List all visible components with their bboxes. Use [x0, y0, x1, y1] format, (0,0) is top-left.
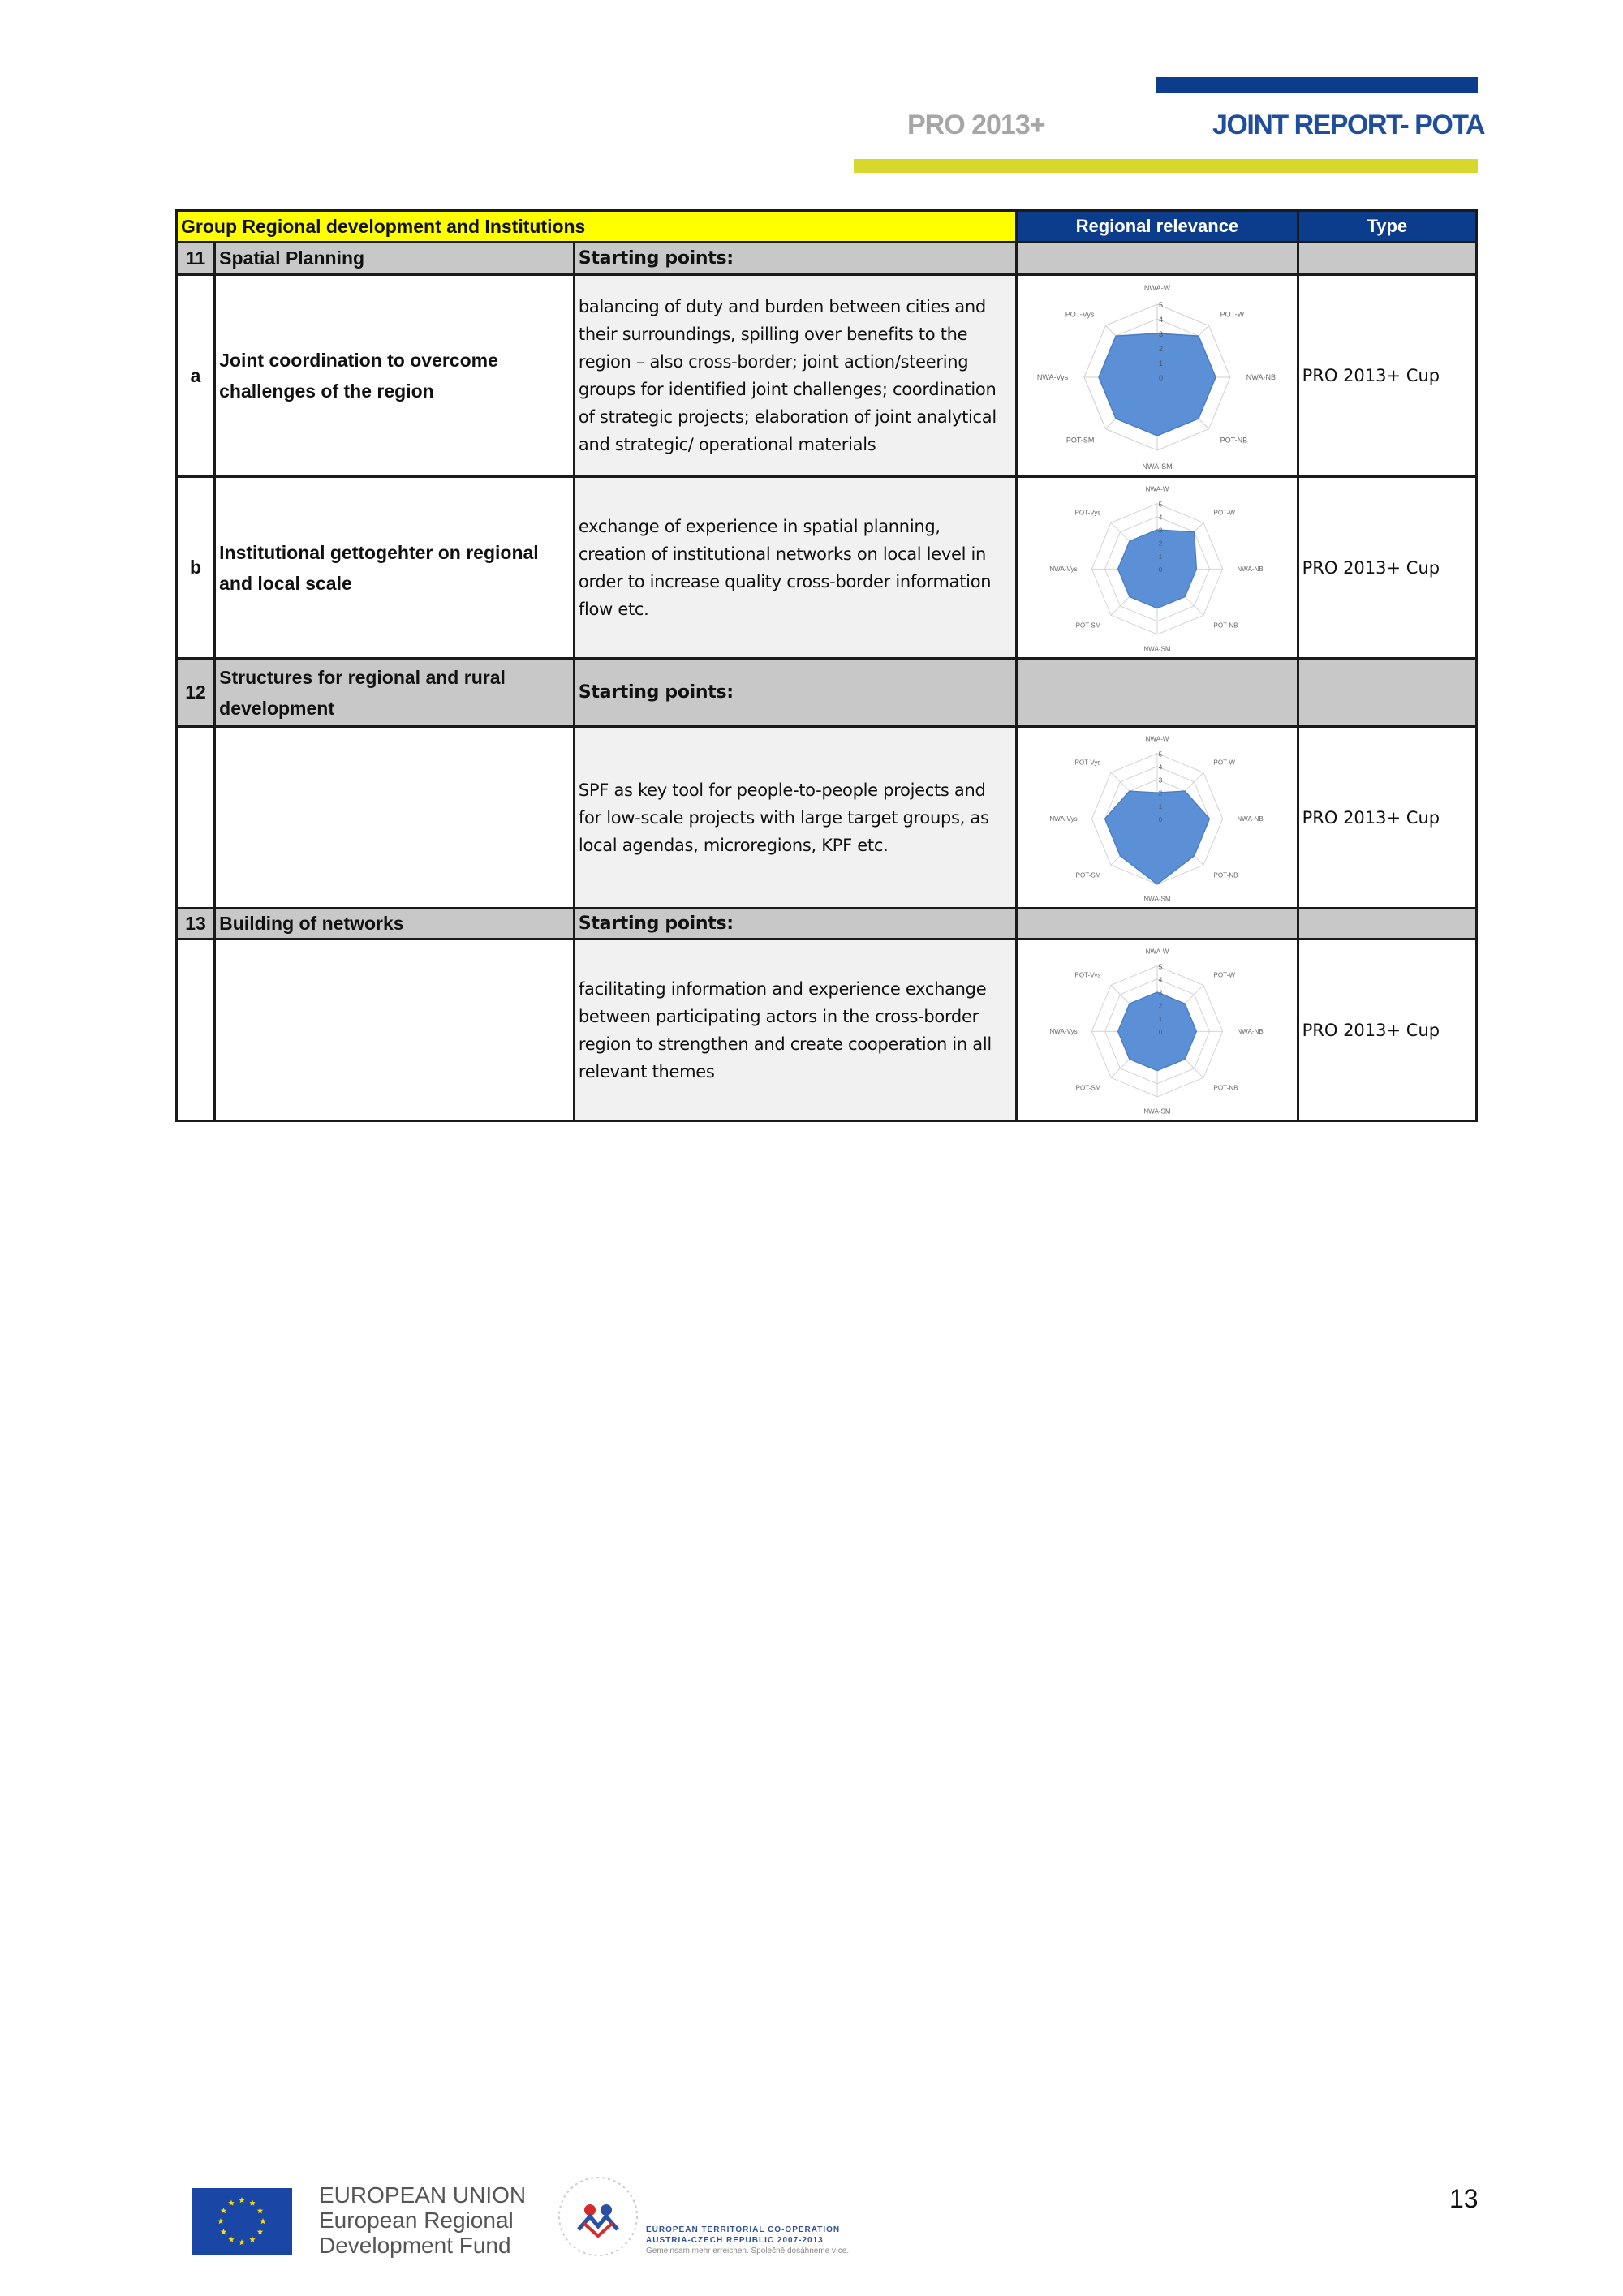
- table-row: [177, 477, 1477, 659]
- radar-scale-label: 0: [1158, 815, 1163, 823]
- radar-scale-label: 3: [1158, 527, 1163, 535]
- radar-chart: [1023, 730, 1291, 905]
- radar-axis-label: POT-Vys: [1065, 310, 1095, 319]
- radar-axis-label: POT-Vys: [1074, 759, 1101, 767]
- row-type: PRO 2013+ Cup: [1298, 939, 1476, 1121]
- eu-star-icon: [221, 2229, 227, 2234]
- radar-data-area: [1104, 791, 1209, 884]
- row-type: PRO 2013+ Cup: [1298, 477, 1476, 659]
- row-name: [215, 727, 575, 909]
- radar-chart: [1023, 278, 1291, 473]
- table-header-row: [177, 211, 1477, 243]
- radar-scale-label: 5: [1158, 501, 1163, 509]
- type-empty-cell: [1298, 659, 1476, 727]
- radar-scale-label: 4: [1158, 514, 1163, 522]
- eu-stars-icon: [192, 2188, 292, 2255]
- radar-axis-label: POT-NB: [1220, 436, 1248, 445]
- relevance-empty-cell: [1017, 243, 1298, 275]
- eu-flag-logo: [192, 2188, 292, 2255]
- radar-scale-label: 3: [1158, 330, 1163, 338]
- radar-axis-label: POT-W: [1213, 759, 1235, 767]
- eu-star-icon: [249, 2237, 256, 2242]
- section-number: 13: [177, 909, 215, 939]
- row-letter: a: [177, 275, 215, 477]
- radar-scale-label: 2: [1158, 789, 1163, 798]
- radar-data-area: [1118, 989, 1197, 1071]
- row-letter: b: [177, 477, 215, 659]
- eu-star-icon: [239, 2239, 245, 2245]
- radar-axis-label: NWA-NB: [1237, 565, 1264, 573]
- radar-chart: [1023, 943, 1291, 1117]
- radar-axis-label: NWA-W: [1145, 485, 1169, 493]
- eu-line-1: EUROPEAN UNION: [319, 2182, 527, 2208]
- section-row-12: [177, 659, 1477, 727]
- radar-scale-label: 5: [1158, 963, 1163, 971]
- row-type: PRO 2013+ Cup: [1298, 727, 1476, 909]
- radar-axis-label: NWA-SM: [1142, 462, 1173, 471]
- cooperation-text: [646, 2225, 849, 2256]
- radar-axis-label: POT-SM: [1075, 871, 1101, 879]
- eu-star-icon: [249, 2199, 256, 2205]
- row-description: SPF as key tool for people-to-people projects and for low-scale projects with large target groups, as local agendas, microregions, KPF etc.: [574, 727, 1016, 909]
- radar-scale-label: 3: [1158, 989, 1163, 997]
- coop-line-2: AUSTRIA-CZECH REPUBLIC 2007-2013: [646, 2236, 824, 2245]
- radar-data-area: [1099, 333, 1216, 436]
- radar-scale-label: 5: [1158, 301, 1163, 309]
- row-name: [215, 939, 575, 1121]
- radar-axis-label: POT-NB: [1213, 1084, 1238, 1092]
- section-number: 12: [177, 659, 215, 727]
- eu-text-block: [319, 2182, 526, 2258]
- section-title: Spatial Planning: [215, 243, 575, 275]
- radar-chart-cell: [1017, 275, 1298, 477]
- radar-axis-label: POT-NB: [1213, 871, 1238, 879]
- table-row: [177, 939, 1477, 1121]
- section-row-11: [177, 243, 1477, 275]
- radar-axis-label: NWA-NB: [1246, 373, 1276, 381]
- starting-points-label: Starting points:: [574, 243, 1016, 275]
- eu-star-icon: [260, 2218, 266, 2224]
- radar-scale-label: 4: [1158, 316, 1163, 324]
- radar-axis-label: NWA-W: [1145, 735, 1169, 743]
- radar-chart: [1023, 480, 1291, 655]
- radar-axis-label: POT-Vys: [1074, 509, 1101, 517]
- radar-axis-label: POT-W: [1220, 310, 1245, 319]
- row-type: PRO 2013+ Cup: [1298, 275, 1476, 477]
- radar-chart-cell: [1017, 477, 1298, 659]
- radar-axis-label: NWA-NB: [1237, 1027, 1264, 1035]
- coop-line-3: Gemeinsam mehr erreichen. Společně dosáhneme více.: [646, 2247, 850, 2255]
- row-name: Joint coordination to overcome challenges of the region: [215, 275, 575, 477]
- radar-axis-label: NWA-SM: [1143, 1107, 1171, 1116]
- starting-points-label: Starting points:: [574, 659, 1016, 727]
- radar-data-area: [1118, 530, 1197, 608]
- header-yellow-bar: [854, 159, 1478, 173]
- radar-axis-label: POT-Vys: [1074, 971, 1101, 979]
- radar-scale-label: 2: [1158, 345, 1163, 353]
- radar-axis-label: POT-SM: [1065, 436, 1095, 445]
- row-letter: [177, 727, 215, 909]
- page-number: 13: [1449, 2184, 1479, 2213]
- row-description: balancing of duty and burden between cities and their surroundings, spilling over benefits to the region – also cross-border; joint action/steering groups for identified joint challenges; coordination of strategic projects; elaboration of joint analytical and strategic/ operational materials: [574, 275, 1016, 477]
- radar-scale-label: 0: [1158, 1028, 1163, 1036]
- eu-star-icon: [257, 2229, 264, 2234]
- header-report-title: JOINT REPORT- POTA: [1212, 110, 1485, 140]
- section-title: Building of networks: [215, 909, 575, 939]
- eu-star-icon: [217, 2218, 224, 2224]
- radar-scale-label: 1: [1158, 1015, 1163, 1023]
- eu-star-icon: [221, 2208, 227, 2213]
- relevance-empty-cell: [1017, 909, 1298, 939]
- radar-axis-label: NWA-Vys: [1049, 815, 1078, 823]
- radar-axis-label: POT-W: [1213, 971, 1235, 979]
- radar-axis-label: POT-SM: [1075, 621, 1101, 630]
- radar-axis-label: NWA-NB: [1237, 815, 1264, 823]
- radar-scale-label: 0: [1158, 374, 1163, 382]
- column-header-relevance: Regional relevance: [1017, 211, 1298, 243]
- radar-scale-label: 2: [1158, 540, 1163, 548]
- radar-scale-label: 2: [1158, 1002, 1163, 1010]
- type-empty-cell: [1298, 909, 1476, 939]
- eu-star-icon: [228, 2237, 235, 2242]
- row-description: exchange of experience in spatial planning, creation of institutional networks on local level in order to increase quality cross-border information flow etc.: [574, 477, 1016, 659]
- radar-axis-label: NWA-SM: [1143, 895, 1171, 903]
- radar-axis-label: NWA-SM: [1143, 645, 1171, 653]
- measures-table: [175, 209, 1478, 1122]
- radar-scale-label: 5: [1158, 750, 1163, 759]
- coop-line-1: EUROPEAN TERRITORIAL CO-OPERATION: [646, 2225, 841, 2234]
- radar-scale-label: 4: [1158, 763, 1163, 772]
- radar-axis-label: NWA-W: [1145, 948, 1169, 956]
- radar-scale-label: 1: [1158, 359, 1163, 368]
- radar-axis-label: POT-SM: [1075, 1084, 1101, 1092]
- table-row: [177, 275, 1477, 477]
- eu-star-icon: [228, 2199, 235, 2205]
- relevance-empty-cell: [1017, 659, 1298, 727]
- section-title: Structures for regional and rural development: [215, 659, 575, 727]
- table-row: [177, 727, 1477, 909]
- header-program-title: PRO 2013+: [907, 110, 1045, 140]
- radar-scale-label: 3: [1158, 776, 1163, 785]
- starting-points-label: Starting points:: [574, 909, 1016, 939]
- column-header-type: Type: [1298, 211, 1476, 243]
- section-number: 11: [177, 243, 215, 275]
- group-title: Group Regional development and Institutions: [177, 211, 1017, 243]
- radar-axis-label: POT-NB: [1213, 621, 1238, 630]
- cooperation-logo: [554, 2173, 642, 2260]
- eu-star-icon: [239, 2197, 245, 2203]
- radar-axis-label: NWA-W: [1143, 284, 1170, 293]
- type-empty-cell: [1298, 243, 1476, 275]
- row-name: Institutional gettogehter on regional and local scale: [215, 477, 575, 659]
- row-description: facilitating information and experience exchange between participating actors in the cross-border region to strengthen and create cooperation in all relevant themes: [574, 939, 1016, 1121]
- radar-scale-label: 0: [1158, 565, 1163, 574]
- radar-axis-label: NWA-Vys: [1049, 565, 1078, 573]
- header-blue-bar: [1156, 77, 1478, 93]
- radar-chart-cell: [1017, 939, 1298, 1121]
- section-row-13: [177, 909, 1477, 939]
- radar-axis-label: NWA-Vys: [1049, 1027, 1078, 1035]
- eu-star-icon: [257, 2208, 264, 2213]
- radar-scale-label: 1: [1158, 802, 1163, 810]
- eu-line-2: European Regional: [319, 2208, 514, 2233]
- radar-scale-label: 4: [1158, 976, 1163, 984]
- radar-scale-label: 1: [1158, 553, 1163, 561]
- eu-line-3: Development Fund: [319, 2233, 511, 2258]
- radar-chart-cell: [1017, 727, 1298, 909]
- radar-axis-label: NWA-Vys: [1036, 373, 1069, 381]
- radar-axis-label: POT-W: [1213, 509, 1235, 517]
- row-letter: [177, 939, 215, 1121]
